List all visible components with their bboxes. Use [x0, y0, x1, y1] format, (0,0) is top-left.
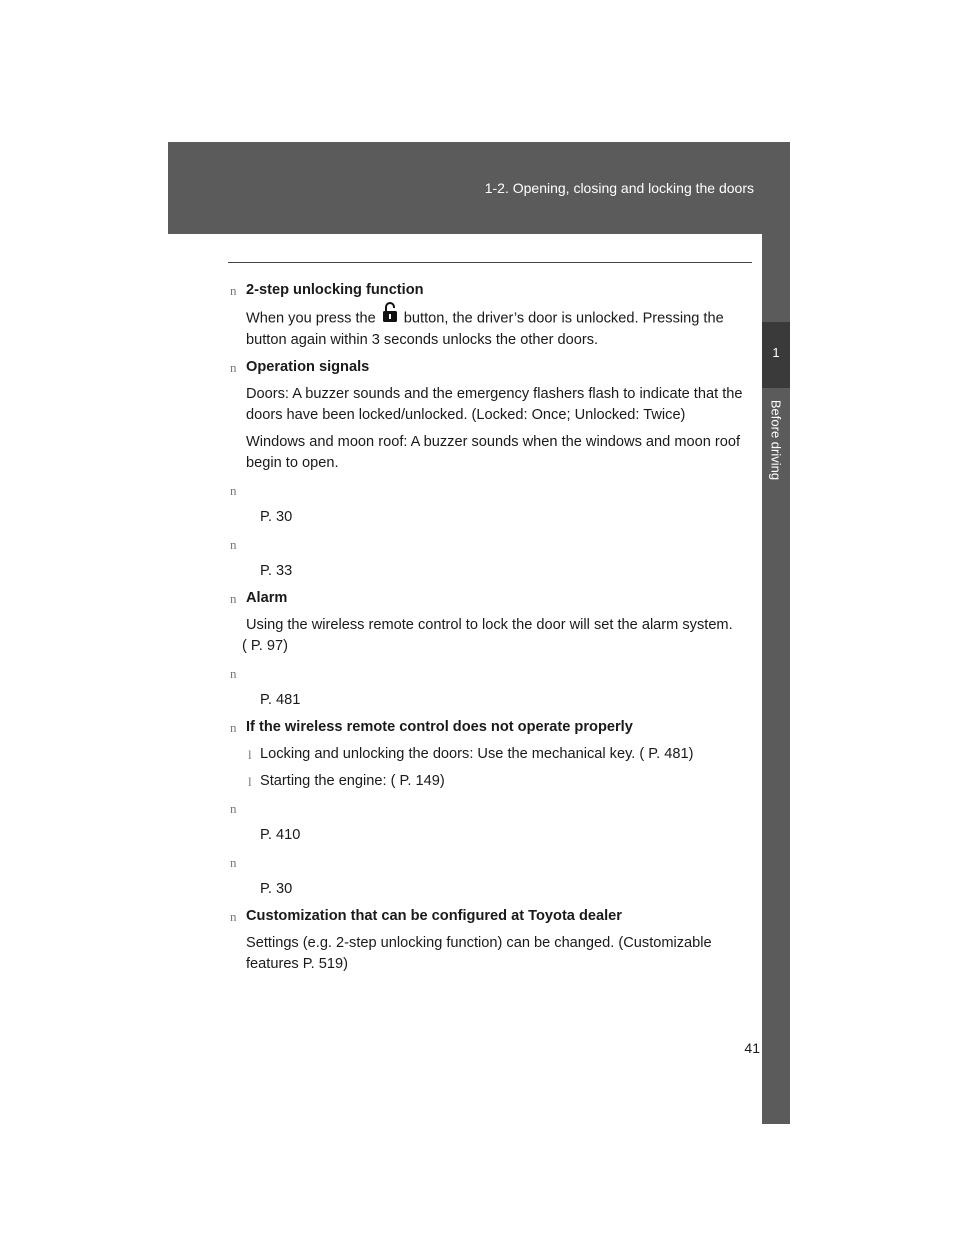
round-bullet-icon: l	[248, 747, 252, 762]
square-bullet-icon: n	[230, 855, 237, 870]
heading-blank-3	[230, 663, 756, 684]
page-reference: P. 481	[260, 692, 301, 708]
square-bullet-icon: n	[230, 909, 237, 924]
heading-blank-1	[230, 480, 756, 501]
page-reference: P. 410	[260, 827, 301, 843]
square-bullet-icon: n	[230, 720, 237, 735]
page-reference: P. 33	[260, 563, 293, 579]
page-reference: P. 30	[260, 509, 293, 525]
square-bullet-icon: n	[230, 537, 237, 552]
list-item: l Starting the engine: ( P. 149)	[230, 771, 756, 792]
page-reference: P. 30	[260, 881, 293, 897]
operation-signals-windows: Windows and moon roof: A buzzer sounds when the windows and moon roof begin to open.	[246, 434, 741, 471]
square-bullet-icon: n	[230, 283, 237, 298]
header-title: 1-2. Opening, closing and locking the doors	[484, 180, 754, 196]
alarm-reference: ( P. 97)	[242, 638, 288, 654]
heading-two-step: n 2-step unlocking function	[230, 280, 756, 301]
heading-operation-signals: n Operation signals	[230, 357, 756, 378]
heading-blank-2	[230, 534, 756, 555]
chapter-number: 1	[772, 345, 780, 360]
operation-signals-doors: Doors: A buzzer sounds and the emergency flashers flash to indicate that the doors have been locked/unlocked. (Locked: Once; Unlocked: Twice)	[246, 386, 743, 423]
heading-not-operate: n If the wireless remote control does not operate properly	[230, 717, 756, 738]
customization-text: Settings (e.g. 2-step unlocking function) can be changed. (Customizable features P. 519)	[246, 935, 712, 972]
heading-blank-5	[230, 852, 756, 873]
square-bullet-icon: n	[230, 591, 237, 606]
alarm-text: Using the wireless remote control to lock the door will set the alarm system.	[246, 617, 733, 633]
page-number: 41	[744, 1040, 760, 1056]
heading-blank-4	[230, 798, 756, 819]
chapter-header	[168, 142, 790, 234]
divider	[228, 262, 752, 263]
square-bullet-icon: n	[230, 666, 237, 681]
list-item: l Locking and unlocking the doors: Use the mechanical key. ( P. 481)	[230, 744, 756, 765]
page-content	[230, 280, 756, 981]
round-bullet-icon: l	[248, 774, 252, 789]
heading-customization: n Customization that can be configured at Toyota dealer	[230, 906, 756, 927]
square-bullet-icon: n	[230, 801, 237, 816]
two-step-text: When you press the button, the driver’s door is unlocked. Pressing the button again within 3 seconds unlocks the other doors.	[230, 307, 756, 351]
heading-alarm: n Alarm	[230, 588, 756, 609]
square-bullet-icon: n	[230, 360, 237, 375]
lock-icon	[382, 301, 398, 330]
chapter-number-box	[762, 322, 790, 388]
square-bullet-icon: n	[230, 483, 237, 498]
chapter-label: Before driving	[768, 399, 784, 481]
